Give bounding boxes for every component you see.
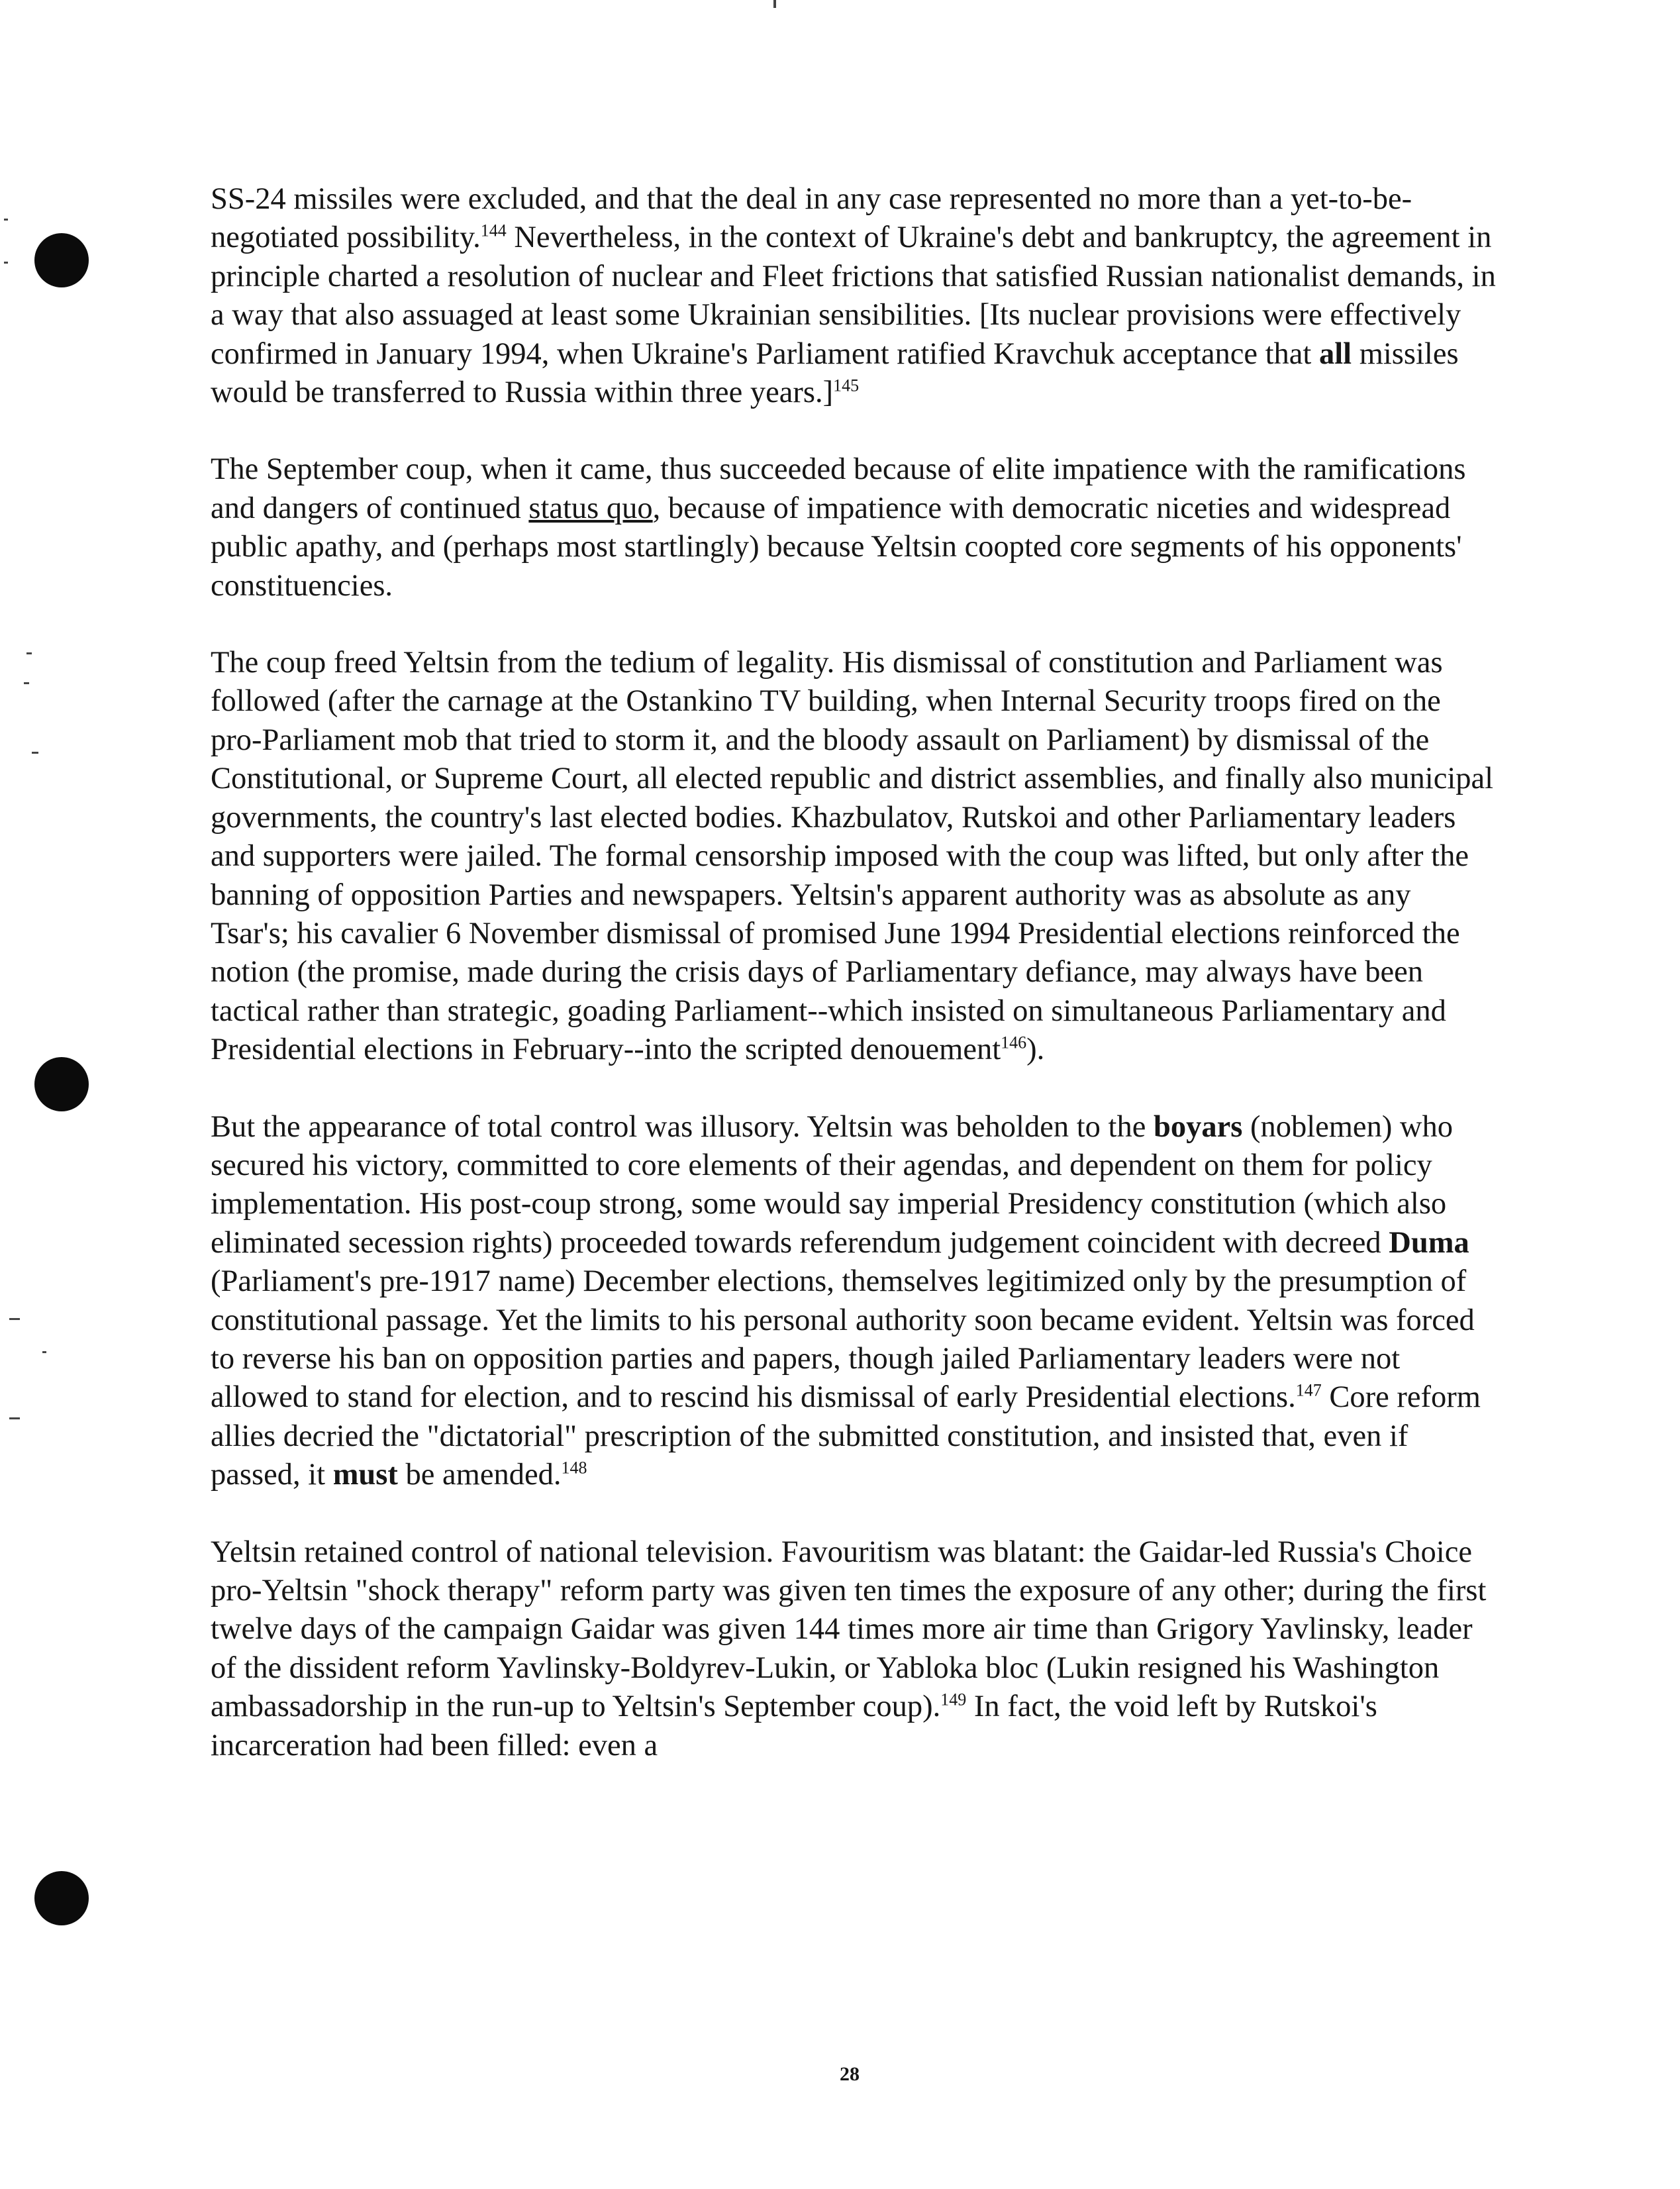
footnote-ref-148: 148 [561, 1458, 587, 1478]
paragraph-gap [211, 412, 1497, 450]
scan-speck [4, 219, 8, 221]
text-run: ). [1026, 1033, 1045, 1067]
paragraph-1 [211, 180, 1497, 412]
scan-speck [26, 652, 32, 654]
scan-speck [32, 752, 38, 754]
paragraph-3 [211, 644, 1497, 1069]
paragraph-gap [211, 1495, 1497, 1533]
footnote-ref-147: 147 [1295, 1380, 1322, 1400]
scan-speck [773, 0, 776, 8]
text-run: (noblemen) who secured his victory, committed to core elements of their agendas, and dependent on them for policy implementation. His post-coup strong, some would say imperial Presidency constitution (which also eliminated secession rights) proceeded towards referendum judgement coincident with decreed [211, 1109, 1454, 1260]
paragraph-gap [211, 605, 1497, 644]
bold-word: must [332, 1458, 398, 1492]
footnote-ref-146: 146 [1001, 1033, 1027, 1052]
text-run: The coup freed Yeltsin from the tedium of legality. His dismissal of constitution and Parliament was followed (after the carnage at the Ostankino TV building, when Internal Security troops fired on the pro-Parliament mob that tried to storm it, and the bloody assault on Parliament) by dismissal of the Constitutional, or Supreme Court, all elected republic and district assemblies, and finally also municipal governments, the country's last elected bodies. Khazbulatov, Rutskoi and other Parliamentary leaders and supporters were jailed. The formal censorship imposed with the coup was lifted, but only after the banning of opposition Parties and newspapers. Yeltsin's apparent authority was as absolute as any Tsar's; his cavalier 6 November dismissal of promised June 1994 Presidential elections reinforced the notion (the promise, made during the crisis days of Parliamentary defiance, may always have been tactical rather than strategic, goading Parliament--which insisted on simultaneous Parliamentary and Presidential elections in February--into the scripted denouement [211, 646, 1494, 1067]
text-run: , because of impatience with democratic niceties and widespread public apathy, and (perhaps most startlingly) because Yeltsin coopted core segments of his opponents' constituencies. [211, 491, 1462, 603]
paragraph-gap [211, 1070, 1497, 1108]
scan-speck [24, 682, 29, 684]
text-run: Yeltsin retained control of national television. Favouritism was blatant: the Gaidar-led Russia's Choice pro-Yeltsin "shock therapy" reform party was given ten times the exposure of any other; during the first twelve days of the campaign Gaidar was given 144 times more air time than Grigory Yavlinsky, leader of the dissident reform Yavlinsky-Boldyrev-Lukin, or Yabloka bloc (Lukin resigned his Washington ambassadorship in the run-up to Yeltsin's September coup). [211, 1535, 1487, 1724]
bold-word: boyars [1153, 1109, 1243, 1144]
body-text [211, 180, 1497, 1765]
paragraph-2 [211, 450, 1497, 605]
scan-speck [4, 262, 8, 264]
text-run: In fact, the void left by Rutskoi's incarceration had been filled: even a [211, 1690, 1377, 1762]
underlined-phrase: status quo [528, 491, 653, 525]
scan-speck [9, 1318, 20, 1320]
footnote-ref-145: 145 [833, 376, 860, 395]
text-run: (Parliament's pre-1917 name) December elections, themselves legitimized only by the presumption of constitutional passage. Yet the limits to his personal authority soon became evident. Yeltsin was forced to reverse his ban on opposition parties and papers, though jailed Parliamentary leaders were not allowed to stand for election, and to rescind his dismissal of early Presidential elections. [211, 1264, 1475, 1415]
text-run: SS-24 missiles were excluded, and that the deal in any case represented no more than a yet-to-be-negotiated possibility. [211, 182, 1412, 255]
bold-word: all [1318, 336, 1352, 371]
text-run: But the appearance of total control was illusory. Yeltsin was beholden to the [211, 1109, 1154, 1144]
paragraph-5 [211, 1533, 1497, 1765]
text-run: missiles would be transferred to Russia within three years.] [211, 336, 1459, 410]
punch-hole-middle [34, 1057, 89, 1111]
paragraph-4 [211, 1108, 1497, 1495]
text-run: be amended. [397, 1458, 562, 1492]
footnote-ref-144: 144 [480, 221, 507, 240]
footnote-ref-149: 149 [940, 1690, 967, 1709]
bold-word: Duma [1389, 1225, 1469, 1260]
page-number: 28 [840, 2063, 860, 2085]
text-run: The September coup, when it came, thus succeeded because of elite impatience with the ramifications and dangers of continued [211, 452, 1466, 525]
scan-speck [42, 1351, 46, 1353]
punch-hole-bottom [34, 1871, 89, 1925]
text-run: Nevertheless, in the context of Ukraine's debt and bankruptcy, the agreement in principle charted a resolution of nuclear and Fleet frictions that satisfied Russian nationalist demands, in a way that also assuaged at least some Ukrainian sensibilities. [Its nuclear provisions were effectively confirmed in January 1994, when Ukraine's Parliament ratified Kravchuk acceptance that [211, 221, 1496, 371]
text-run: Core reform allies decried the "dictatorial" prescription of the submitted constitution, and insisted that, even if passed, it [211, 1380, 1481, 1492]
scan-speck [9, 1417, 20, 1419]
punch-hole-top [34, 233, 89, 287]
